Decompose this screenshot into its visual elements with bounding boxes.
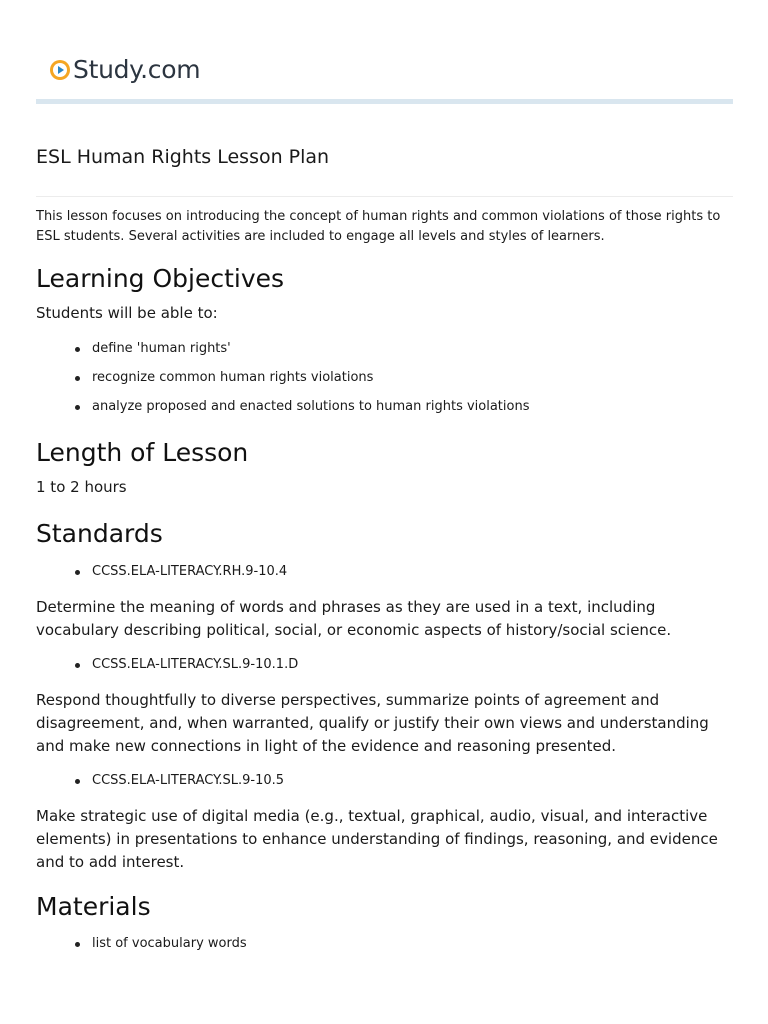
standard-description: Make strategic use of digital media (e.g., textual, graphical, audio, visual, and interactive elements) in presentations to enhance understanding of findings, reasoning, and evidence and to add interest.: [36, 807, 718, 871]
lesson-content: [36, 262, 733, 954]
standards-list-3: [36, 771, 733, 791]
list-item: analyze proposed and enacted solutions to human rights violations: [92, 397, 733, 417]
length-heading: Length of Lesson: [36, 438, 249, 467]
logo-text: Study.com: [73, 55, 201, 84]
standard-description: Determine the meaning of words and phrases as they are used in a text, including vocabulary describing political, social, or economic aspects of history/social science.: [36, 598, 672, 639]
list-item: recognize common human rights violations: [92, 368, 733, 388]
standard-code: CCSS.ELA-LITERACY.SL.9-10.1.D: [92, 655, 733, 675]
objectives-heading: Learning Objectives: [36, 264, 285, 293]
standard-description: Respond thoughtfully to diverse perspectives, summarize points of agreement and disagreement, and, when warranted, qualify or justify their own views and understanding and make new connections in light of the evidence and reasoning presented.: [36, 691, 709, 755]
study-logo[interactable]: [50, 56, 200, 84]
header-divider: [36, 99, 733, 104]
objectives-list: [36, 339, 733, 417]
standard-code: CCSS.ELA-LITERACY.RH.9-10.4: [92, 562, 733, 582]
standards-list-1: [36, 562, 733, 582]
intro-paragraph: This lesson focuses on introducing the concept of human rights and common violations of those rights to ESL students. Several activities are included to engage all levels and styles of learners.: [36, 209, 721, 244]
materials-heading: Materials: [36, 892, 151, 921]
title-divider: [36, 196, 733, 197]
standards-list-2: [36, 655, 733, 675]
page-title: ESL Human Rights Lesson Plan: [36, 146, 330, 168]
list-item: define 'human rights': [92, 339, 733, 359]
page-header: [36, 0, 733, 100]
length-value: 1 to 2 hours: [36, 478, 127, 496]
standard-code: CCSS.ELA-LITERACY.SL.9-10.5: [92, 771, 733, 791]
list-item: list of vocabulary words: [92, 934, 733, 954]
document-page: [36, 0, 733, 951]
play-logo-icon: [50, 60, 70, 80]
standards-heading: Standards: [36, 519, 163, 548]
materials-list: [36, 934, 733, 954]
objectives-lead: Students will be able to:: [36, 304, 218, 322]
